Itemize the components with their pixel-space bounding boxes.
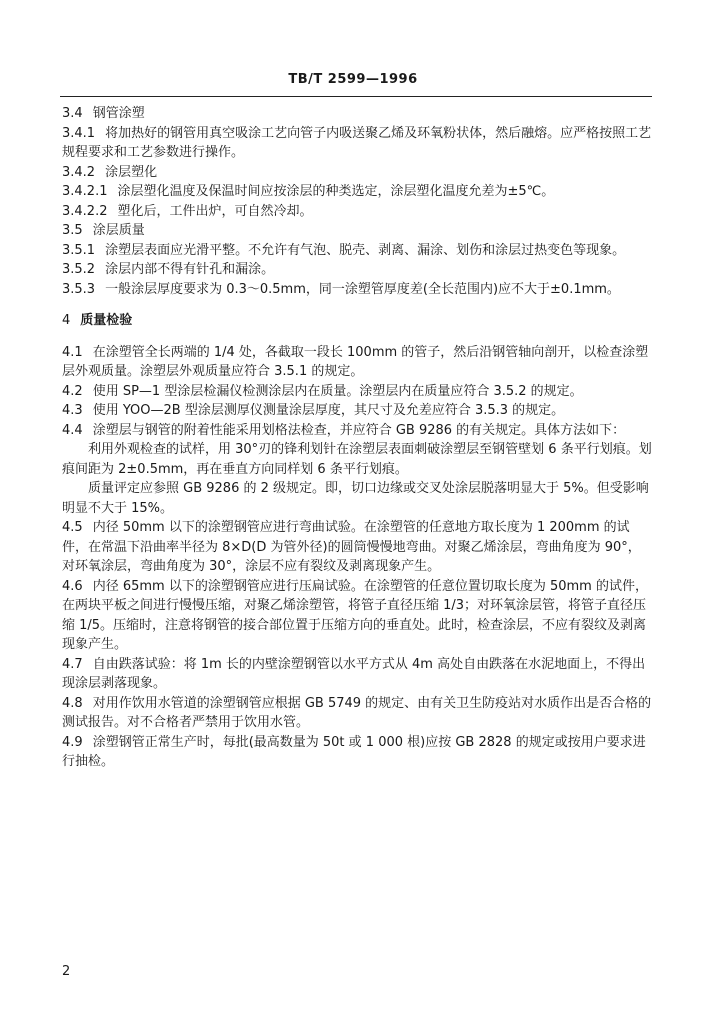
clause-4-9: 4.9 涂塑钢管正常生产时，每批(最高数量为 50t 或 1 000 根)应按 GB 2828 的规定或按用户要求进行抽检。 [62,734,646,769]
clause-3-4-2-2: 3.4.2.2 塑化后，工件出炉，可自然冷却。 [62,203,313,219]
clause-4-2: 4.2 使用 SP—1 型涂层检漏仪检测涂层内在质量。涂塑层内在质量应符合 3.5.2 的规定。 [62,383,583,399]
clause-4-7: 4.7 自由跌落试验：将 1m 长的内壁涂塑钢管以水平方式从 4m 高处自由跌落在水泥地面上，不得出现涂层剥落现象。 [62,656,646,691]
clause-4-4-evaluation: 质量评定应参照 GB 9286 的 2 级规定。即，切口边缘或交叉处涂层脱落明显大于 5%。但受影响明显不大于 15%。 [62,481,649,516]
section-3-4: 3.4 钢管涂塑 [62,106,145,121]
section-3-4-2: 3.4.2 涂层塑化 [62,164,158,180]
clause-4-6: 4.6 内径 65mm 以下的涂塑钢管应进行压扁试验。在涂塑管的任意位置切取长度为 50mm 的试件，在两块平板之间进行慢慢压缩，对聚乙烯涂塑管，将管子直径压缩 1/3；对环氧涂层管，将管子直径压缩 1/5。压缩时，注意将钢管的接合部位置于压缩方向的垂直处。此时，检查涂层，不应有裂纹及剥离现象产生。 [62,578,648,652]
clause-4-5: 4.5 内径 50mm 以下的涂塑钢管应进行弯曲试验。在涂塑管的任意地方取长度为 1 200mm 的试件，在常温下沿曲率半径为 8×D(D 为管外径)的圆筒慢慢地弯曲。对聚乙烯涂层，弯曲角度为 90°，对环氧涂层，弯曲角度为 30°，涂层不应有裂纹及剥离现象产生。 [62,520,641,574]
document-body [62,104,652,772]
clause-3-5-3: 3.5.3 一般涂层厚度要求为 0.3～0.5mm，同一涂塑管厚度差(全长范围内)应不大于±0.1mm。 [62,281,620,297]
clause-4-4-method: 利用外观检查的试样，用 30°刃的锋利划针在涂塑层表面刺破涂塑层至钢管壁划 6 条平行划痕。划痕间距为 2±0.5mm，再在垂直方向同样划 6 条平行划痕。 [62,442,652,477]
section-3-5: 3.5 涂层质量 [62,223,145,238]
header-rule [60,96,652,97]
clause-3-5-2: 3.5.2 涂层内部不得有针孔和漏涂。 [62,262,275,277]
page-number: 2 [62,964,71,979]
clause-4-1: 4.1 在涂塑管全长两端的 1/4 处，各截取一段长 100mm 的管子，然后沿钢管轴向剖开，以检查涂塑层外观质量。涂塑层外观质量应符合 3.5.1 的规定。 [62,344,649,379]
clause-4-4: 4.4 涂塑层与钢管的附着性能采用划格法检查，并应符合 GB 9286 的有关规定。具体方法如下： [62,422,626,438]
clause-3-5-1: 3.5.1 涂塑层表面应光滑平整。不允许有气泡、脱壳、剥离、漏涂、划伤和涂层过热变色等现象。 [62,242,626,258]
clause-4-3: 4.3 使用 YOO—2B 型涂层测厚仪测量涂层厚度，其尺寸及允差应符合 3.5.3 的规定。 [62,403,565,418]
standard-code-header: TB/T 2599—1996 [288,72,418,87]
clause-4-8: 4.8 对用作饮用水管道的涂塑钢管应根据 GB 5749 的规定、由有关卫生防疫站对水质作出是否合格的测试报告。对不合格者严禁用于饮用水管。 [62,695,652,730]
chapter-4-title: 4 质量检验 [62,313,133,328]
clause-3-4-1: 3.4.1 将加热好的钢管用真空吸涂工艺向管子内吸送聚乙烯及环氧粉状体，然后融熔。应严格按照工艺规程要求和工艺参数进行操作。 [62,125,652,160]
clause-3-4-2-1: 3.4.2.1 涂层塑化温度及保温时间应按涂层的种类选定，涂层塑化温度允差为±5℃。 [62,184,555,199]
